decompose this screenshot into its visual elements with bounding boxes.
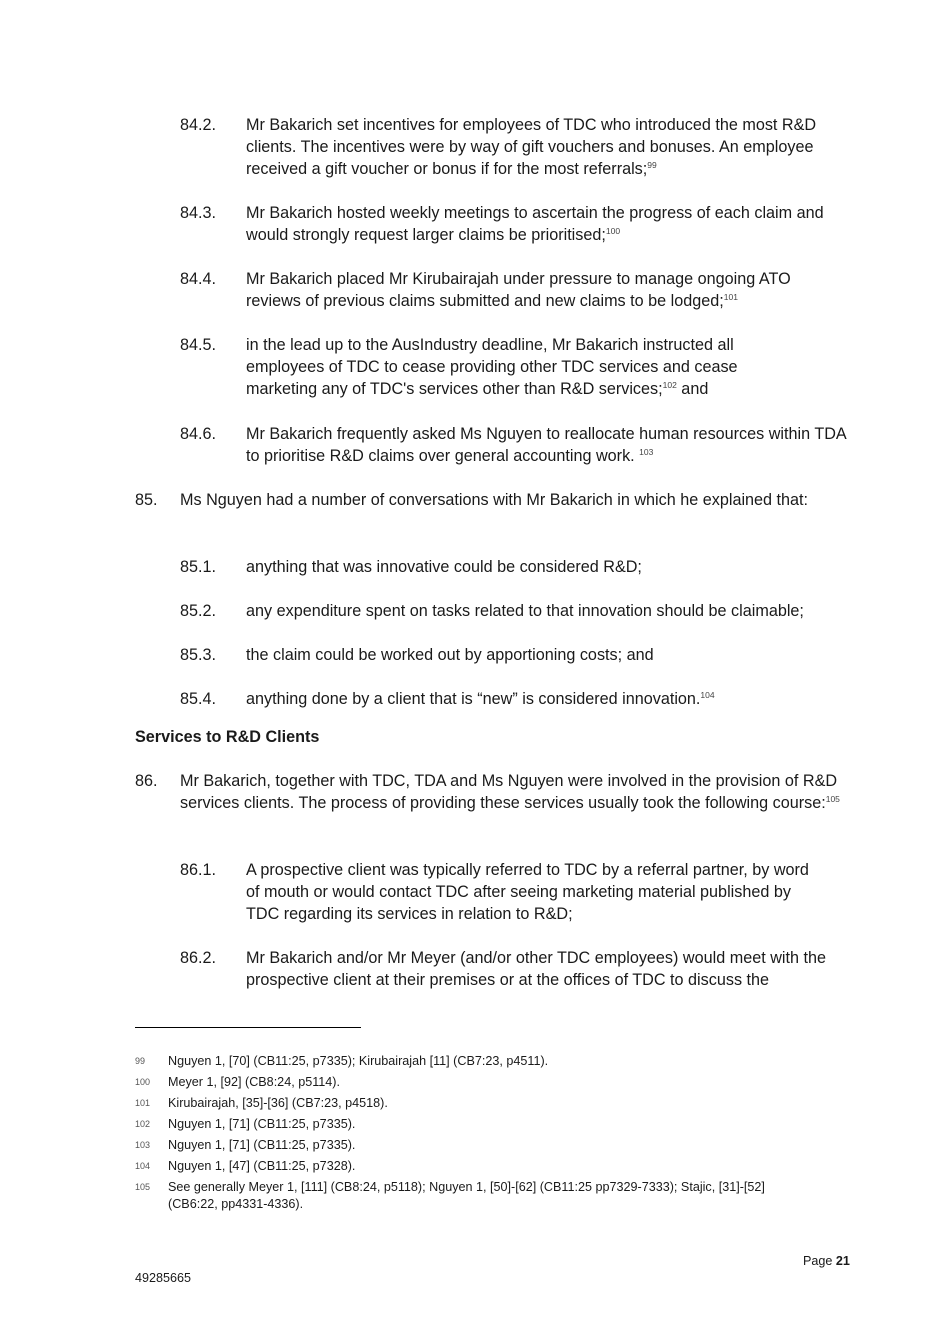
footnote-number: 105 — [135, 1182, 151, 1192]
item-text: anything done by a client that is “new” is considered innovation. — [246, 690, 701, 708]
page-number: 21 — [835, 1254, 850, 1268]
footnote-text: See generally Meyer 1, [111] (CB8:24, p5118); Nguyen 1, [50]-[62] (CB11:25 pp7329-7333); Stajic, [31]-[52] (CB6:22, pp4331-4336). — [168, 1180, 765, 1211]
footnote-separator — [135, 1027, 361, 1028]
item-84-4 — [246, 268, 846, 312]
item-85-3 — [246, 644, 866, 666]
item-number: 85.2. — [180, 602, 217, 620]
page-number-label — [803, 1254, 850, 1268]
item-number: 84.2. — [180, 116, 217, 134]
item-text: in the lead up to the AusIndustry deadline, Mr Bakarich instructed all employees of TDC to cease providing other TDC services and cease marketing any of TDC's services other than R&D services; — [246, 336, 738, 399]
paragraph-number: 86. — [135, 772, 158, 790]
footnote-number: 100 — [135, 1077, 151, 1087]
footnote-ref[interactable]: 101 — [723, 292, 738, 303]
paragraph-text: Mr Bakarich, together with TDC, TDA and Ms Nguyen were involved in the provision of R&D services clients. The process of providing these services usually took the following course: — [180, 772, 838, 813]
footnote-number: 99 — [135, 1056, 146, 1066]
item-text: Mr Bakarich placed Mr Kirubairajah under pressure to manage ongoing ATO reviews of previous claims submitted and new claims to be lodged; — [246, 270, 791, 311]
paragraph-85 — [180, 489, 846, 511]
item-84-2 — [246, 114, 846, 181]
footnote-number: 104 — [135, 1161, 151, 1171]
item-84-3 — [246, 202, 846, 246]
footnote-ref[interactable]: 99 — [647, 160, 657, 171]
footnote-text: Nguyen 1, [71] (CB11:25, p7335). — [168, 1138, 356, 1152]
footnote-ref[interactable]: 105 — [825, 794, 840, 805]
item-text: Mr Bakarich frequently asked Ms Nguyen to reallocate human resources within TDA to prioritise R&D claims over general accounting work. — [246, 425, 846, 466]
item-number: 86.2. — [180, 949, 217, 967]
item-text: A prospective client was typically referred to TDC by a referral partner, by word of mouth or would contact TDC after seeing marketing material published by TDC regarding its services in relation to R&D; — [246, 861, 809, 924]
item-85-2 — [246, 600, 866, 622]
paragraph-text: Ms Nguyen had a number of conversations with Mr Bakarich in which he explained that: — [180, 491, 809, 509]
footnote-text: Meyer 1, [92] (CB8:24, p5114). — [168, 1075, 340, 1089]
document-number: 49285665 — [135, 1271, 192, 1285]
item-number: 85.3. — [180, 646, 217, 664]
section-heading: Services to R&D Clients — [135, 728, 320, 746]
item-86-2 — [246, 947, 846, 991]
item-84-6 — [246, 423, 846, 467]
item-number: 84.5. — [180, 336, 217, 354]
item-85-4 — [246, 688, 866, 710]
footnote-number: 102 — [135, 1119, 151, 1129]
item-text: anything that was innovative could be considered R&D; — [246, 558, 642, 576]
item-text: the claim could be worked out by apportioning costs; and — [246, 646, 654, 664]
footnote-number: 103 — [135, 1140, 151, 1150]
item-text: Mr Bakarich and/or Mr Meyer (and/or other TDC employees) would meet with the prospective client at their premises or at the offices of TDC to discuss the — [246, 949, 826, 990]
item-number: 84.4. — [180, 270, 217, 288]
item-tail: and — [676, 380, 709, 399]
footnote-ref[interactable]: 103 — [639, 447, 654, 458]
item-86-1 — [246, 859, 826, 926]
item-number: 84.6. — [180, 425, 217, 443]
footnote-text: Nguyen 1, [70] (CB11:25, p7335); Kirubairajah [11] (CB7:23, p4511). — [168, 1054, 549, 1068]
footnote-ref[interactable]: 102 — [662, 380, 677, 391]
item-84-5 — [246, 334, 806, 401]
footnote-ref[interactable]: 104 — [700, 690, 715, 700]
page-label: Page — [803, 1254, 833, 1268]
item-number: 84.3. — [180, 204, 217, 222]
item-85-1 — [246, 556, 866, 578]
paragraph-number: 85. — [135, 491, 158, 509]
footnote-text: Kirubairajah, [35]-[36] (CB7:23, p4518). — [168, 1096, 388, 1110]
footnote-text: Nguyen 1, [71] (CB11:25, p7335). — [168, 1117, 356, 1131]
item-number: 85.1. — [180, 558, 217, 576]
item-text: Mr Bakarich set incentives for employees of TDC who introduced the most R&D clients. The incentives were by way of gift vouchers and bonuses. An employee received a gift voucher or bonus if for the most referrals; — [246, 116, 817, 179]
paragraph-86 — [180, 770, 850, 814]
footnote-text: Nguyen 1, [47] (CB11:25, p7328). — [168, 1159, 356, 1173]
item-number: 86.1. — [180, 861, 217, 879]
item-text: Mr Bakarich hosted weekly meetings to ascertain the progress of each claim and would strongly request larger claims be prioritised; — [246, 204, 824, 245]
item-number: 85.4. — [180, 690, 217, 708]
item-text: any expenditure spent on tasks related to that innovation should be claimable; — [246, 602, 804, 620]
footnote-ref[interactable]: 100 — [605, 226, 621, 237]
footnote-number: 101 — [135, 1098, 151, 1108]
